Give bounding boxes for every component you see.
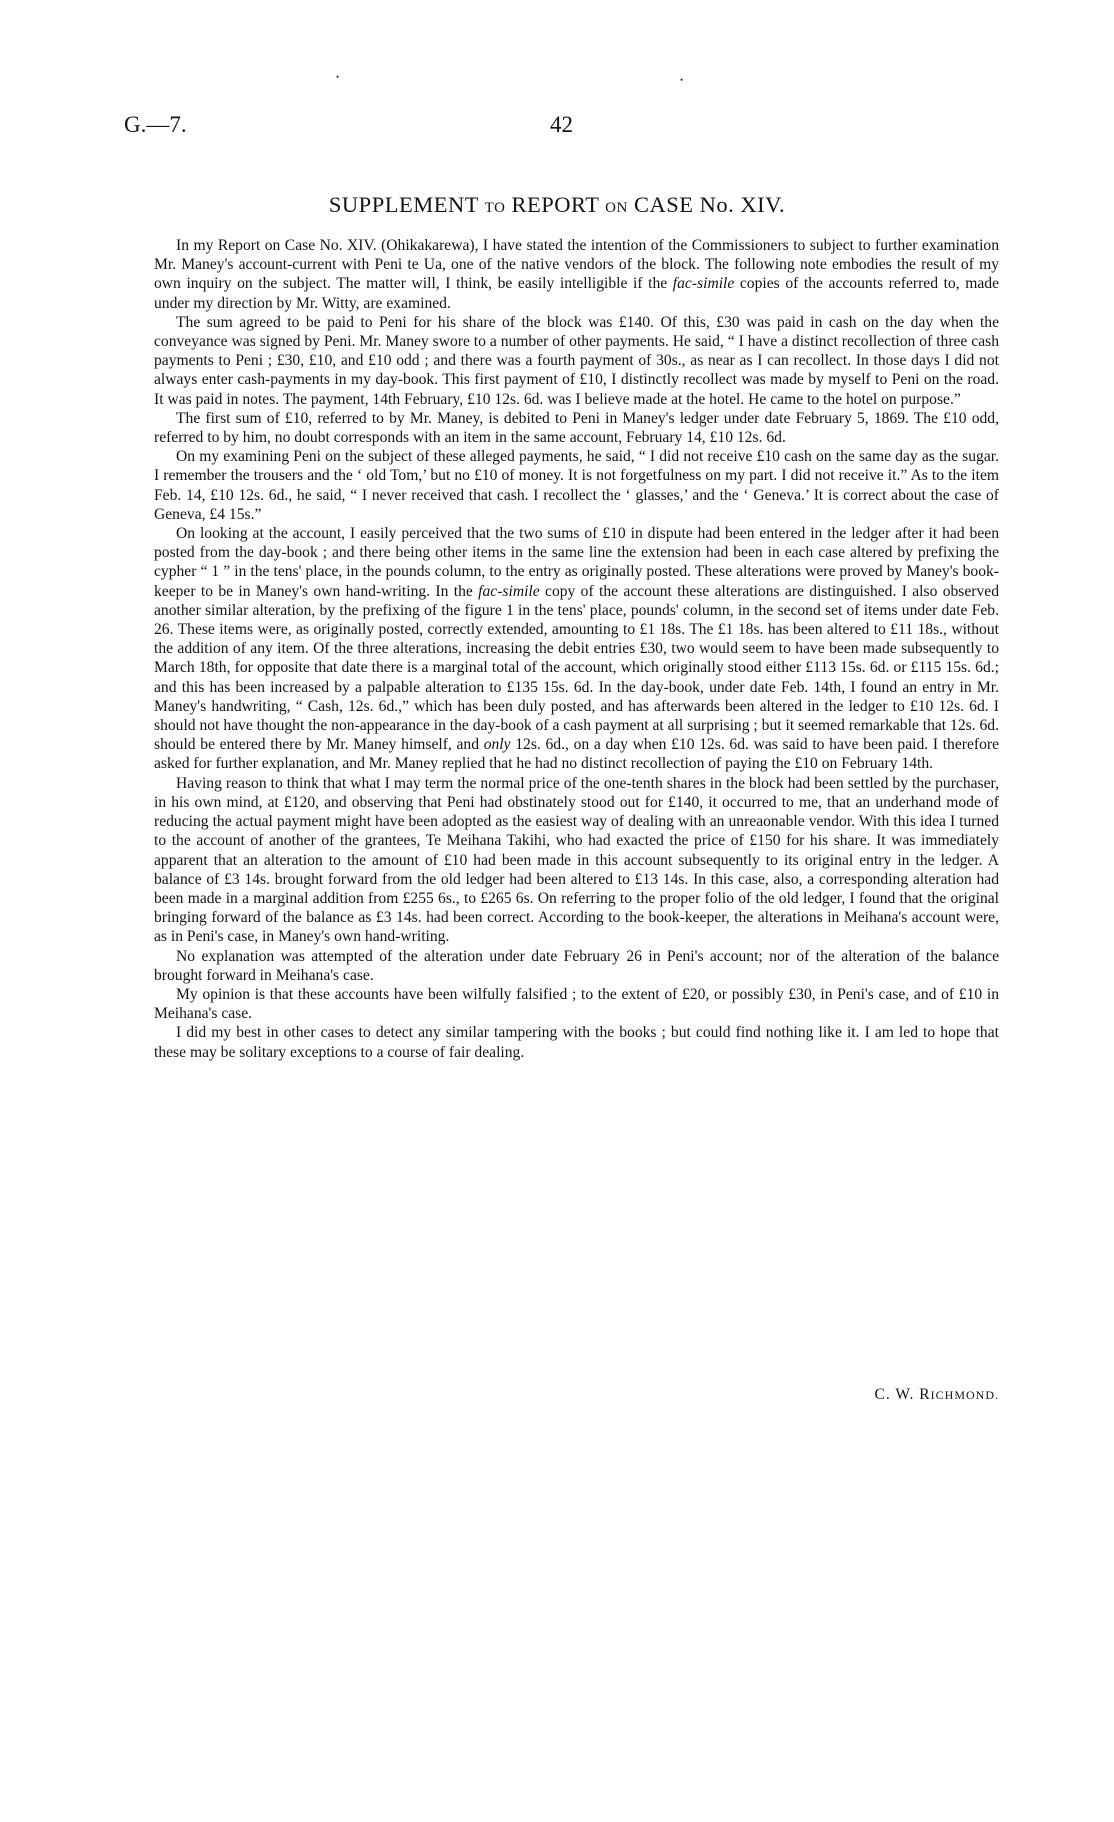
text-run: copies of the accounts referred to, made under my direction by Mr. Witty, are examined. [154,275,999,312]
paragraph-peni-examination: On my examining Peni on the subject of these alleged payments, he said, “ I did not receive £10 cash on the same day as the sugar. I remember the trousers and the ‘ old Tom,’ but no £10 of money. It is not forgetfulness on my part. I did not receive it.” As to the item Feb. 14, £10 12s. 6d., he said, “ I never received that cash. I recollect the ‘ glasses,’ and the ‘ Geneva.’ It is correct about the case of Geneva, £4 15s.” [154,448,999,523]
italic-text: fac-simile [672,275,735,293]
title-word: SUPPLEMENT [328,192,479,217]
report-body [154,236,999,1062]
stray-mark: • [680,75,684,85]
signature [875,1386,999,1404]
title-word: TO [484,200,506,216]
paragraph-conclusion: I did my best in other cases to detect any similar tampering with the books ; but could find nothing like it. I am led to hope that these may be solitary exceptions to a course of fair dealing. [154,1024,999,1061]
paragraph-first-sum: The first sum of £10, referred to by Mr. Maney, is debited to Peni in Maney's ledger under date February 5, 1869. The £10 odd, referred to by him, no doubt corresponds with an item in the same account, February 14, £10 12s. 6d. [154,409,999,447]
signature-initials: C. W. R [874,1386,931,1403]
title-word: REPORT [511,192,600,217]
text-run: On looking at the account, I easily perceived that the two sums of £10 in dispute had been entered in the ledger after it had been posted from the day-book ; and there being other items in the same line the extension had been in each case altered by prefixing the cypher “ 1 ” in the tens' place, in the pounds column, to the entry as originally posted. These alterations were proved by Maney's book-keeper to be in Maney's own hand-writing. In the [154,525,999,600]
text-run: In my Report on Case No. XIV. (Ohikakarewa), I have stated the intention of the Commissioners to subject to further examination Mr. Maney's account-current with Peni te Ua, one of the native vendors of the block. The following note embodies the result of my own inquiry on the subject. The matter will, I think, be easily intelligible if the [154,237,999,293]
title-word: No. [699,192,735,217]
text-run: copy of the account these alterations are distinguished. I also observed another similar alteration, by the prefixing of the figure 1 in the tens' place, pounds' column, in the second set of items under date Feb. 26. These items were, as originally posted, correctly extended, amounting to £1 18s. The £1 18s. has been altered to £11 18s., without the addition of any item. Of the three alterations, increasing the debit entries £30, two would seem to have been made subsequently to March 18th, for opposite that date there is a marginal total of the account, which originally stood either £113 15s. 6d. or £115 15s. 6d.; and this has been increased by a palpable alteration to £135 15s. 6d. In the day-book, under date Feb. 14th, I found an entry in Mr. Maney's handwriting, “ Cash, 12s. 6d.,” which has been duly posted, and has afterwards been altered in the ledger to £10 12s. 6d. I should not have thought the non-appearance in the day-book of a cash payment at all surprising ; but it seemed remarkable that 12s. 6d. should be entered there by Mr. Maney himself, and [154,582,1000,754]
title-word: ON [605,200,628,216]
paragraph-intro [154,236,999,313]
text-run: 12s. 6d., on a day when £10 12s. 6d. was said to have been paid. I therefore asked for further explanation, and Mr. Maney replied that he had no distinct recollection of paying the £10 on February 14th. [154,736,999,773]
signature-surname: ICHMOND. [930,1388,999,1402]
italic-text: fac-simile [478,582,540,600]
paragraph-no-explanation: No explanation was attempted of the alteration under date February 26 in Peni's account; nor of the alteration of the balance brought forward in Meihana's case. [154,947,999,984]
page-title [0,192,1114,218]
italic-text: only [483,736,511,754]
title-word: XIV. [740,192,786,217]
paragraph-opinion: My opinion is that these accounts have been wilfully falsified ; to the extent of £20, or possibly £30, in Peni's case, and of £10 in Meihana's case. [154,985,999,1023]
paragraph-meihana-account: Having reason to think that what I may term the normal price of the one-tenth shares in the block had been settled by the purchaser, in his own mind, at £120, and observing that Peni had obstinately stood out for £140, it occurred to me, that an underhand mode of reducing the actual payment might have been adopted as the easiest way of dealing with an unreaonable vendor. With this idea I turned to the account of another of the grantees, Te Meihana Takihi, who had exacted the price of £150 for his share. It was immediately apparent that an alteration to the amount of £10 had been made in this account subsequently to its original entry in the ledger. A balance of £3 14s. brought forward from the old ledger had been altered to £13 14s. In this case, also, a corresponding alteration had been made in a marginal addition from £255 6s., to £265 6s. On referring to the proper folio of the old ledger, I found that the original bringing forward of the balance as £3 14s. had been correct. According to the book-keeper, the alterations in Meihana's account were, as in Peni's case, in Maney's own hand-writing. [154,774,999,946]
page-number: 42 [550,112,573,137]
document-reference: G.—7. [124,112,187,137]
stray-mark: • [336,72,340,82]
paragraph-account-alterations [154,524,999,774]
title-word: CASE [633,192,694,217]
paragraph-sum-agreed: The sum agreed to be paid to Peni for his share of the block was £140. Of this, £30 was paid in cash on the day when the conveyance was signed by Peni. Mr. Maney swore to a number of other payments. He said, “ I have a distinct recollection of three cash payments to Peni ; £30, £10, and £10 odd ; and there was a fourth payment of 30s., as near as I can recollect. In those days I did not always enter cash-payments in my day-book. This first payment of £10, I distinctly recollect was made by myself to Peni on the road. It was paid in notes. The payment, 14th February, £10 12s. 6d. was I believe made at the hotel. He came to the hotel on purpose.” [154,313,999,408]
